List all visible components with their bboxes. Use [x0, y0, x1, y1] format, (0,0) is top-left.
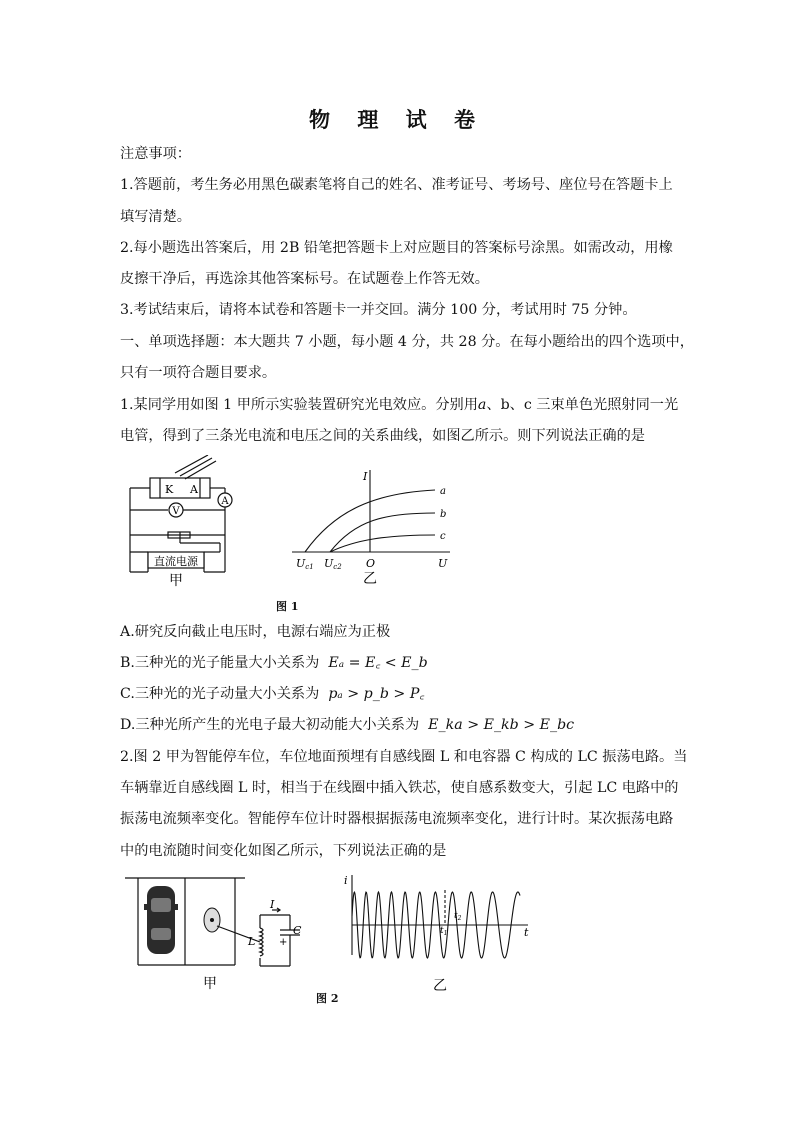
figure-1: [120, 455, 480, 615]
option-text: B.三种光的光子能量大小关系为: [120, 655, 320, 671]
graph1-origin: O: [366, 557, 376, 570]
curve-b-label: b: [440, 509, 447, 520]
notice-item-2: 2.每小题选出答案后，用 2B 铅笔把答题卡上对应题目的答案标号涂黑。如需改动，用橡: [120, 240, 673, 256]
q2-stem-line2: 车辆靠近自感线圈 L 时，相当于在线圈中插入铁芯，使自感系数变大，引起 LC 电路中的: [120, 780, 679, 796]
power-label: 直流电源: [154, 555, 198, 568]
car-icon: [144, 886, 178, 954]
notice-item-1: 1.答题前，考生务必用黑色碳素笔将自己的姓名、准考证号、考场号、座位号在答题卡上: [120, 177, 673, 193]
curve-c-label: c: [440, 531, 446, 542]
figure1-left-caption: 甲: [169, 573, 183, 589]
capacitor-label: C: [293, 924, 302, 937]
section1-intro-cont: 只有一项符合题目要求。: [120, 365, 277, 381]
figure2-left-caption: 甲: [203, 976, 217, 992]
graph1-uc1: Uc1: [296, 557, 314, 571]
graph2-axis-i: i: [344, 874, 348, 887]
figure-2: [120, 870, 540, 1000]
capacitor-plus: +: [279, 937, 288, 948]
voltmeter-label: V: [172, 506, 180, 517]
notice-item-1-cont: 填写清楚。: [120, 209, 191, 225]
q1-stem-part: 、b、c 三束单色光照射同一光: [486, 397, 679, 413]
q1-option-a: A.研究反向截止电压时，电源右端应为正极: [120, 624, 391, 640]
curve-c: [330, 535, 435, 552]
q1-option-d: [120, 715, 680, 735]
notice-heading: 注意事项：: [120, 146, 191, 162]
figure2-right-caption: 乙: [433, 978, 447, 994]
inductor-label: L: [248, 935, 256, 948]
parking-space: [125, 878, 245, 965]
option-math: Eₐ = E꜀ < E_b: [328, 655, 428, 671]
graph2-t2: $t_2$: [454, 911, 462, 922]
graph1-uc2: Uc2: [324, 557, 342, 571]
figure-2-caption: 图 2: [316, 992, 339, 1005]
q1-stem-line1: [120, 395, 680, 415]
current-label: I: [270, 898, 275, 911]
cathode-label: K: [165, 483, 174, 496]
option-math: E_ka > E_kb > E_bc: [428, 717, 575, 733]
q2-stem-line4: 中的电流随时间变化如图乙所示，下列说法正确的是: [120, 843, 447, 859]
q1-stem-part: 1.某同学用如图 1 甲所示实验装置研究光电效应。分别用: [120, 397, 478, 413]
q2-stem-line3: 振荡电流频率变化。智能停车位计时器根据振荡电流频率变化，进行计时。某次振荡电路: [120, 811, 674, 827]
q1-option-c: [120, 684, 680, 704]
q2-stem-line1: 2.图 2 甲为智能停车位，车位地面预埋有自感线圈 L 和电容器 C 构成的 LC 振荡电路。当: [120, 749, 688, 765]
option-text: D.三种光所产生的光电子最大初动能大小关系为: [120, 717, 420, 733]
graph1-axis-u: U: [438, 557, 448, 570]
iv-graph: [292, 470, 450, 552]
graph2-t1: $t_1$: [440, 926, 448, 937]
option-text: C.三种光的光子动量大小关系为: [120, 686, 320, 702]
current-time-graph: [352, 875, 528, 958]
phototube: [150, 478, 210, 498]
graph2-axis-t: t: [524, 926, 529, 939]
page-title: 物 理 试 卷: [309, 107, 485, 132]
q1-option-b: [120, 653, 680, 673]
figure1-right-caption: 乙: [363, 571, 377, 587]
notice-item-3: 3.考试结束后，请将本试卷和答题卡一并交回。满分 100 分，考试用时 75 分钟。: [120, 302, 637, 318]
section1-intro: 一、单项选择题：本大题共 7 小题，每小题 4 分，共 28 分。在每小题给出的四个选项中，: [120, 334, 694, 350]
option-math: pₐ > p_b > P꜀: [328, 686, 425, 702]
lc-circuit: [217, 908, 300, 966]
q1-stem-var: a: [477, 397, 487, 413]
curve-a-label: a: [440, 486, 446, 497]
anode-label: A: [190, 483, 198, 496]
graph1-axis-i: I: [363, 470, 368, 483]
ammeter-label: A: [221, 496, 229, 507]
figure-1-caption: 图 1: [276, 600, 299, 613]
notice-item-2-cont: 皮擦干净后，再选涂其他答案标号。在试题卷上作答无效。: [120, 271, 489, 287]
q1-stem-line2: 电管，得到了三条光电流和电压之间的关系曲线，如图乙所示。则下列说法正确的是: [120, 428, 645, 444]
